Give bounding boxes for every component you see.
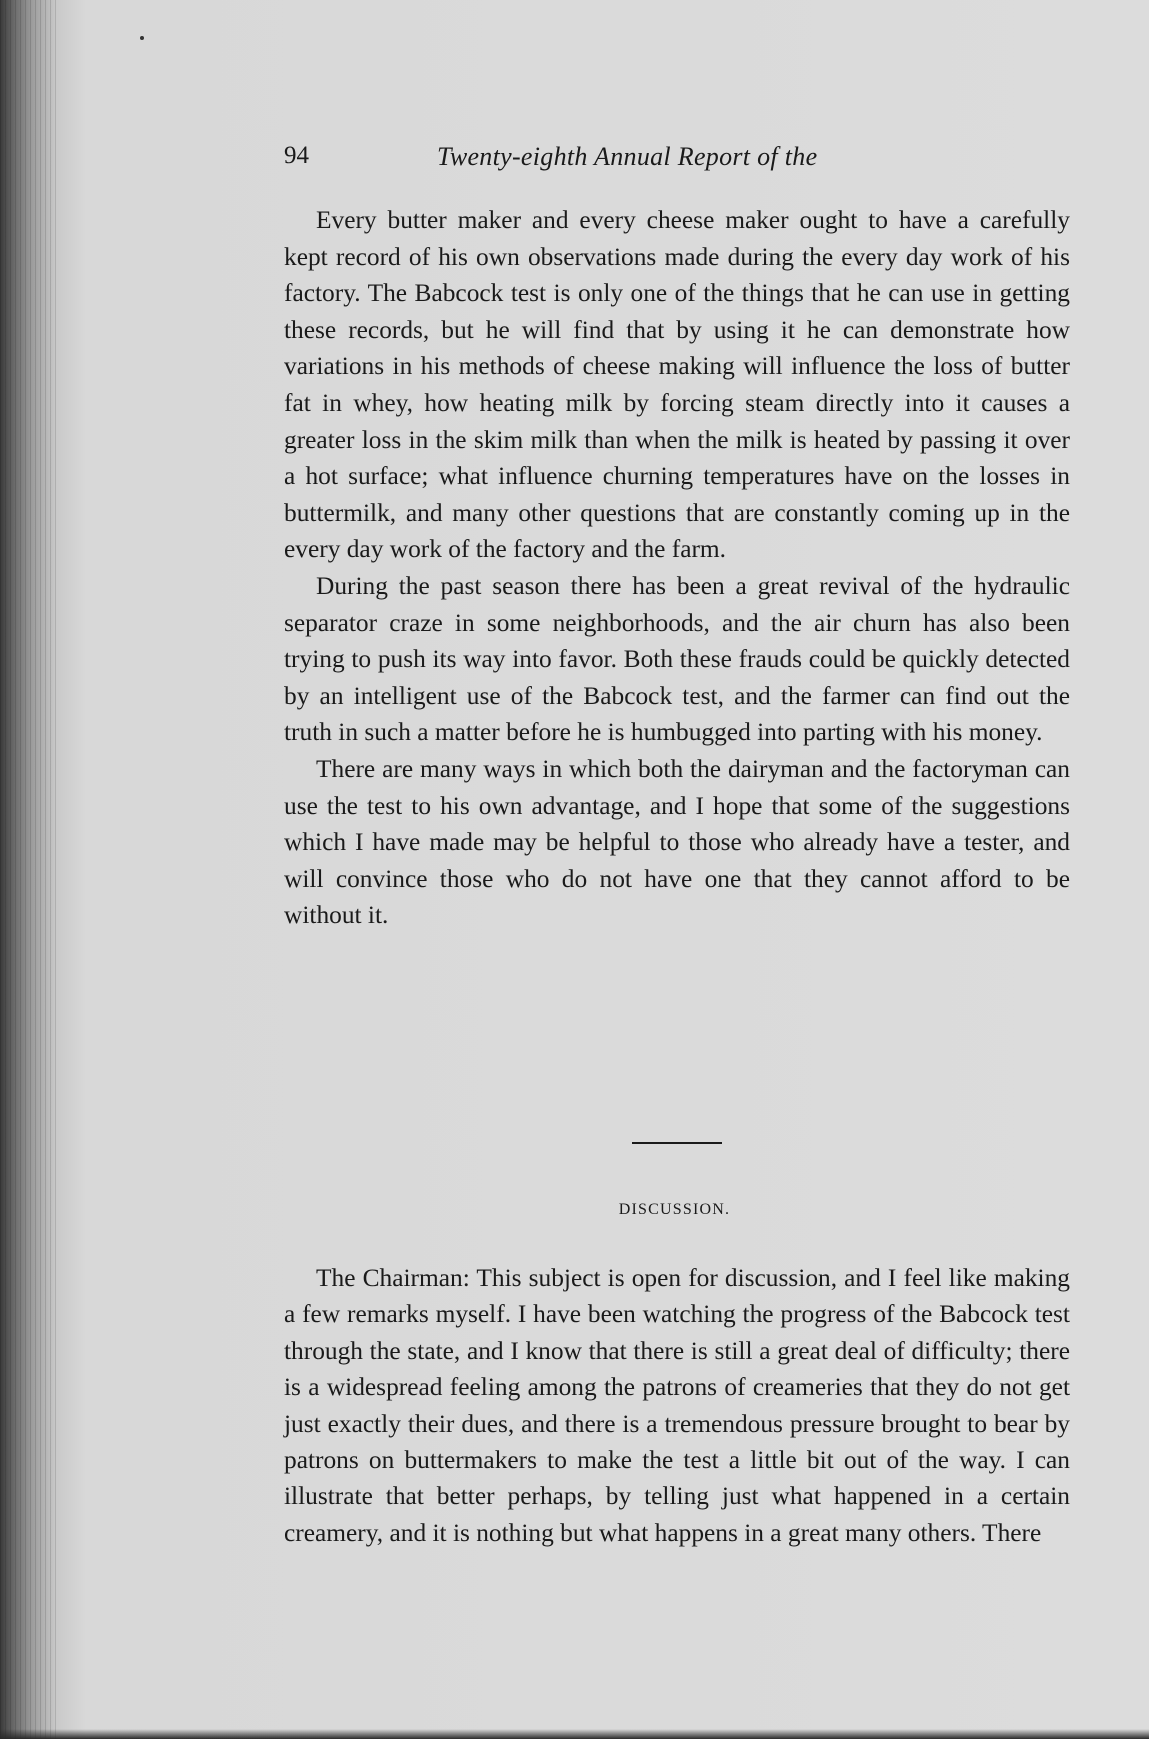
discussion-heading: DISCUSSION. [618, 1201, 731, 1218]
paragraph-separator-craze: During the past season there has been a great revival of the hydraulic separator craze in some neighborhoods, and the air churn has also been trying to push its way into favor. Both these frauds could be quickly detected by an intelligent use of the Babcock test, and the farmer can find out the truth in such a matter before he is humbugged into parting with his money. [284, 571, 1070, 747]
main-text [284, 202, 1070, 934]
running-title: Twenty-eighth Annual Report of the [437, 142, 818, 171]
section-divider-rule [632, 1142, 722, 1144]
ink-speck [140, 36, 144, 40]
page-bottom-edge [0, 1729, 1149, 1739]
page-number: 94 [284, 142, 309, 169]
paragraph-butter-maker-records: Every butter maker and every cheese maker ought to have a carefully kept record of his own observations made during the every day work of his factory. The Babcock test is only one of the things that he can use in getting these records, but he will find that by using it he can demonstrate how variations in his methods of cheese making will influence the loss of butter fat in whey, how heating milk by forcing steam directly into it causes a greater loss in the skim milk than when the milk is heated by passing it over a hot surface; what influence churning temperatures have on the losses in buttermilk, and many other questions that are constantly coming up in the every day work of the factory and the farm. [284, 206, 1070, 564]
running-head [284, 142, 924, 182]
discussion-text [284, 1260, 1070, 1551]
paragraph-chairman-remarks: The Chairman: This subject is open for discussion, and I feel like making a few remarks myself. I have been watching the progress of the Babcock test through the state, and I know that there is still a great deal of difficulty; there is a widespread feeling among the patrons of creameries that they do not get just exactly their dues, and there is a tremendous pressure brought to bear by patrons on buttermakers to make the test a little bit out of the way. I can illustrate that better perhaps, by telling just what happened in a certain creamery, and it is nothing but what happens in a great many others. There [284, 1264, 1070, 1547]
paragraph-test-advantage: There are many ways in which both the dairyman and the factoryman can use the test to his own advantage, and I hope that some of the suggestions which I have made may be helpful to those who already have a tester, and will convince those who do not have one that they cannot afford to be without it. [284, 754, 1070, 930]
page-binding-shadow [0, 0, 58, 1739]
